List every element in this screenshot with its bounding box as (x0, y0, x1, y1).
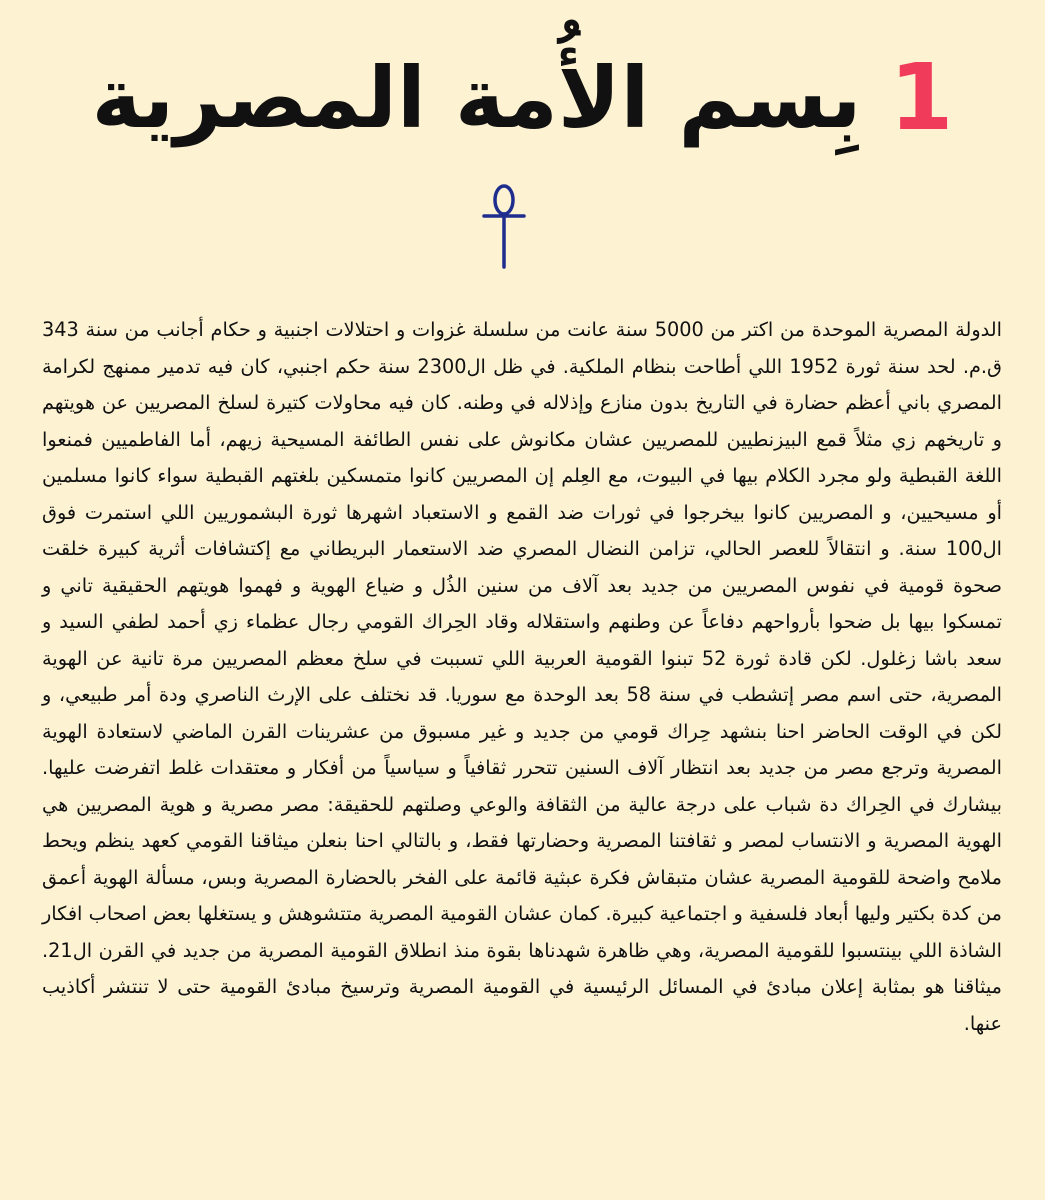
title-number: 1 (889, 44, 954, 151)
page-title: بِسم الأُمة المصرية (91, 49, 862, 147)
body-text (42, 312, 1002, 1042)
body-paragraph: الدولة المصرية الموحدة من اكتر من 5000 سنة عانت من سلسلة غزوات و احتلالات اجنبية و حكام أجانب من سنة 343 ق.م. لحد سنة ثورة 1952 اللي أطاحت بنظام الملكية. في ظل ال2300 سنة حكم اجنبي، كان فيه تدمير ممنهج لكرامة المصري باني أعظم حضارة في التاريخ بدون منازع وإذلاله في وطنه. كان فيه محاولات كتيرة لسلخ المصريين عن هويتهم و تاريخهم زي مثلاً قمع البيزنطيين للمصريين عشان مكانوش على نفس الطائفة المسيحية زيهم، أما الفاطميين فمنعوا اللغة القبطية ولو مجرد الكلام بيها في البيوت، مع العِلم إن المصريين كانوا متمسكين بلغتهم القبطية سواء كانوا مسلمين أو مسيحيين، و المصريين كانوا بيخرجوا في ثورات ضد القمع و الاستعباد اشهرها ثورة البشموريين اللي استمرت فوق ال100 سنة. و انتقالاً للعصر الحالي، تزامن النضال المصري ضد الاستعمار البريطاني مع إكتشافات أثرية كبيرة خلقت صحوة قومية في نفوس المصريين من جديد بعد آلاف من سنين الذُل و ضياع الهوية و فهموا هويتهم الحقيقية تاني و تمسكوا بيها بل ضحوا بأرواحهم دفاعاً عن وطنهم واستقلاله وقاد الحِراك القومي رجال عظماء زي أحمد لطفي السيد و سعد باشا زغلول. لكن قادة ثورة 52 تبنوا القومية العربية اللي تسببت في سلخ معظم المصريين مرة تانية عن الهوية المصرية، حتى اسم مصر إتشطب في سنة 58 بعد الوحدة مع سوريا. قد نختلف على الإرث الناصري ودة أمر طبيعي، و لكن في الوقت الحاضر احنا بنشهد حِراك قومي من جديد و غير مسبوق من عشرينات القرن الماضي لاستعادة الهوية المصرية وترجع مصر من جديد بعد انتظار آلاف السنين تتحرر ثقافياً و سياسياً من أفكار و معتقدات غلط اتفرضت عليها. بيشارك في الحِراك دة شباب على درجة عالية من الثقافة والوعي وصلتهم للحقيقة: مصر مصرية و هوية المصريين هي الهوية المصرية و الانتساب لمصر و ثقافتنا المصرية وحضارتها فقط، و بالتالي احنا بنعلن ميثاقنا القومي كعهد ينظم ويحط ملامح واضحة للقومية المصرية عشان متبقاش فكرة عبثية قائمة على الفخر بالحضارة المصرية وبس، مسألة الهوية أعمق من كدة بكتير وليها أبعاد فلسفية و اجتماعية كبيرة. كمان عشان القومية المصرية متتشوهش و يستغلها بعض اصحاب افكار الشاذة اللي بينتسبوا للقومية المصرية، وهي ظاهرة شهدناها بقوة منذ انطلاق القومية المصرية من جديد في القرن ال21. ميثاقنا هو بمثابة إعلان مبادئ في المسائل الرئيسية في القومية المصرية وترسيخ مبادئ القومية حتى لا تنتشر أكاذيب عنها. (42, 318, 1002, 1035)
title-header (0, 28, 1045, 168)
ankh-icon (482, 183, 526, 269)
